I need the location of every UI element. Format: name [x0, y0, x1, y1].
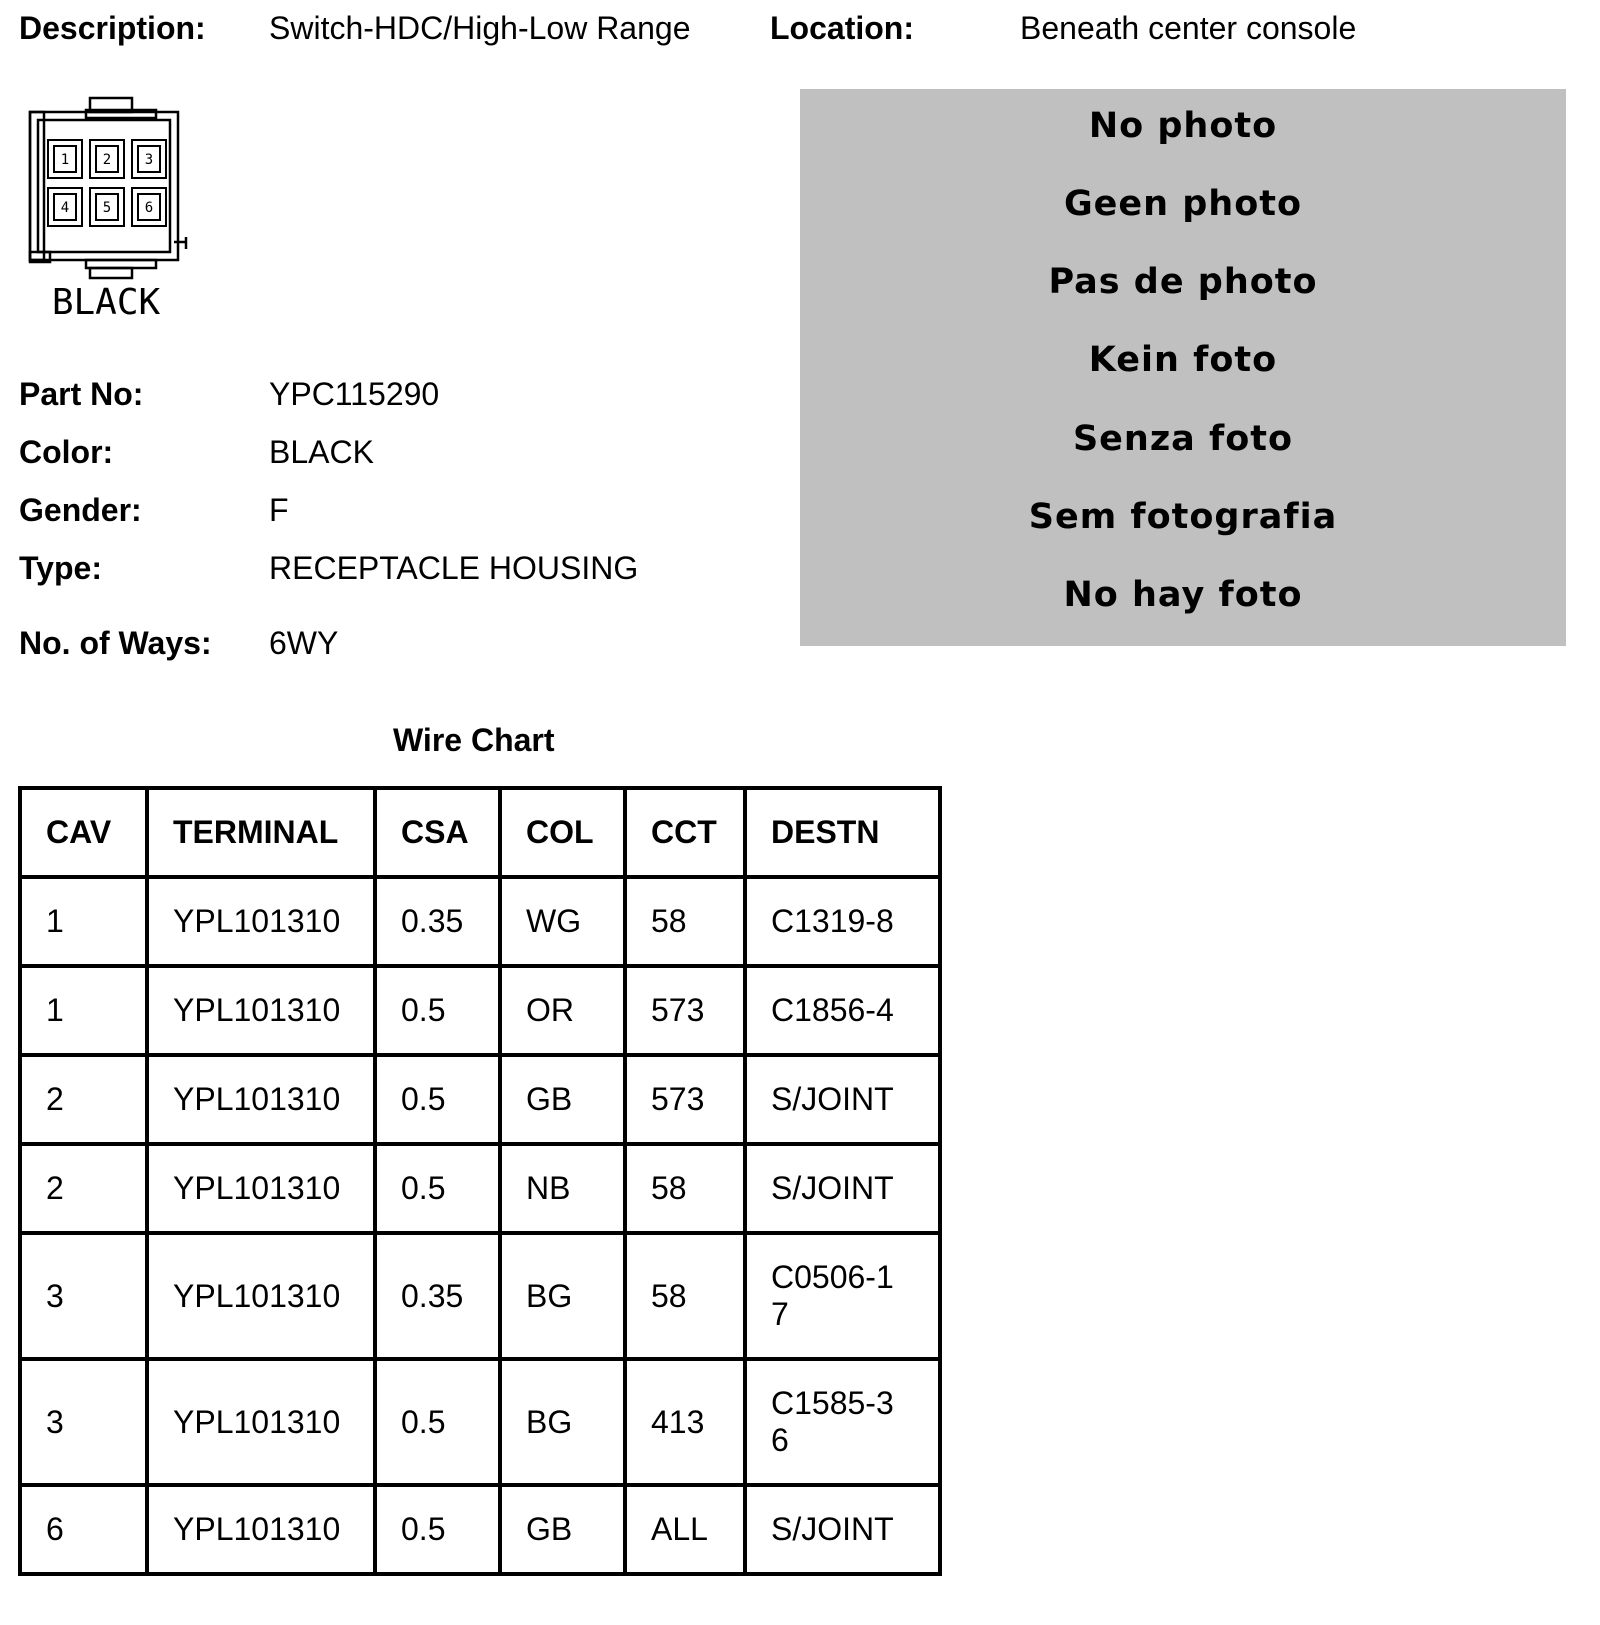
- cell-terminal: YPL101310: [147, 877, 375, 966]
- photo-line: Senza foto: [1072, 419, 1294, 459]
- cell-csa: 0.5: [375, 966, 500, 1055]
- cell-cav: 1: [20, 877, 147, 966]
- cell-terminal: YPL101310: [147, 966, 375, 1055]
- cell-csa: 0.5: [375, 1359, 500, 1485]
- table-row: [20, 966, 940, 1055]
- cell-destn: C1585-36: [745, 1359, 940, 1485]
- column-header-csa: CSA: [375, 788, 500, 877]
- column-header-terminal: TERMINAL: [147, 788, 375, 877]
- cell-terminal: YPL101310: [147, 1144, 375, 1233]
- location-value: Beneath center console: [1020, 10, 1357, 46]
- cell-csa: 0.35: [375, 1233, 500, 1359]
- table-row: [20, 1359, 940, 1485]
- cell-col: WG: [500, 877, 625, 966]
- table-row: [20, 1485, 940, 1574]
- cell-col: BG: [500, 1233, 625, 1359]
- part-no-value: YPC115290: [269, 376, 440, 412]
- cell-csa: 0.5: [375, 1144, 500, 1233]
- cell-terminal: YPL101310: [147, 1055, 375, 1144]
- table-row: [20, 1055, 940, 1144]
- cell-cct: 58: [625, 877, 745, 966]
- type-value: RECEPTACLE HOUSING: [269, 550, 639, 586]
- cavity-label: 3: [144, 152, 154, 168]
- cell-cct: ALL: [625, 1485, 745, 1574]
- cell-cav: 3: [20, 1359, 147, 1485]
- cell-csa: 0.5: [375, 1055, 500, 1144]
- cell-terminal: YPL101310: [147, 1485, 375, 1574]
- table-row: [20, 877, 940, 966]
- photo-line: Sem fotografia: [1028, 497, 1338, 537]
- gender-label: Gender:: [19, 492, 142, 528]
- cell-destn: S/JOINT: [745, 1055, 940, 1144]
- cell-csa: 0.35: [375, 877, 500, 966]
- cell-destn: C1856-4: [745, 966, 940, 1055]
- connector-color-label: BLACK: [51, 282, 161, 322]
- description-label: Description:: [19, 10, 206, 46]
- gender-value: F: [269, 492, 289, 528]
- wire-chart-title: Wire Chart: [393, 722, 555, 758]
- cell-col: GB: [500, 1485, 625, 1574]
- cell-cct: 573: [625, 966, 745, 1055]
- cell-cct: 58: [625, 1233, 745, 1359]
- ways-label: No. of Ways:: [19, 625, 212, 661]
- cell-cav: 6: [20, 1485, 147, 1574]
- location-label: Location:: [770, 10, 914, 46]
- color-label: Color:: [19, 434, 114, 470]
- cell-col: GB: [500, 1055, 625, 1144]
- cell-cct: 573: [625, 1055, 745, 1144]
- photo-placeholder: [800, 89, 1566, 646]
- wire-chart-table: [18, 786, 942, 1576]
- color-value: BLACK: [269, 434, 374, 470]
- table-row: [20, 1233, 940, 1359]
- photo-line: Pas de photo: [1048, 262, 1318, 302]
- cell-cav: 1: [20, 966, 147, 1055]
- type-label: Type:: [19, 550, 102, 586]
- cell-cav: 2: [20, 1055, 147, 1144]
- part-no-label: Part No:: [19, 376, 144, 412]
- column-header-col: COL: [500, 788, 625, 877]
- wire-chart-header-row: [20, 788, 940, 877]
- cell-cct: 58: [625, 1144, 745, 1233]
- column-header-cct: CCT: [625, 788, 745, 877]
- cavity-label: 2: [102, 152, 112, 168]
- cell-terminal: YPL101310: [147, 1359, 375, 1485]
- cell-col: NB: [500, 1144, 625, 1233]
- column-header-destn: DESTN: [745, 788, 940, 877]
- column-header-cav: CAV: [20, 788, 147, 877]
- photo-line: No photo: [1088, 106, 1278, 146]
- connector-diagram: [24, 92, 204, 322]
- cell-destn: C0506-17: [745, 1233, 940, 1359]
- cell-csa: 0.5: [375, 1485, 500, 1574]
- cell-destn: S/JOINT: [745, 1144, 940, 1233]
- cavity-label: 4: [60, 200, 70, 216]
- cell-cct: 413: [625, 1359, 745, 1485]
- photo-line: No hay foto: [1063, 575, 1303, 615]
- description-value: Switch-HDC/High-Low Range: [269, 10, 691, 46]
- table-row: [20, 1144, 940, 1233]
- cavity-label: 6: [144, 200, 154, 216]
- ways-value: 6WY: [269, 625, 339, 661]
- cell-destn: S/JOINT: [745, 1485, 940, 1574]
- cell-destn: C1319-8: [745, 877, 940, 966]
- cell-col: BG: [500, 1359, 625, 1485]
- photo-line: Geen photo: [1063, 184, 1303, 224]
- cell-cav: 2: [20, 1144, 147, 1233]
- cavity-label: 5: [102, 200, 112, 216]
- cell-col: OR: [500, 966, 625, 1055]
- cavity-label: 1: [60, 152, 70, 168]
- cell-terminal: YPL101310: [147, 1233, 375, 1359]
- cell-cav: 3: [20, 1233, 147, 1359]
- photo-line: Kein foto: [1088, 340, 1278, 380]
